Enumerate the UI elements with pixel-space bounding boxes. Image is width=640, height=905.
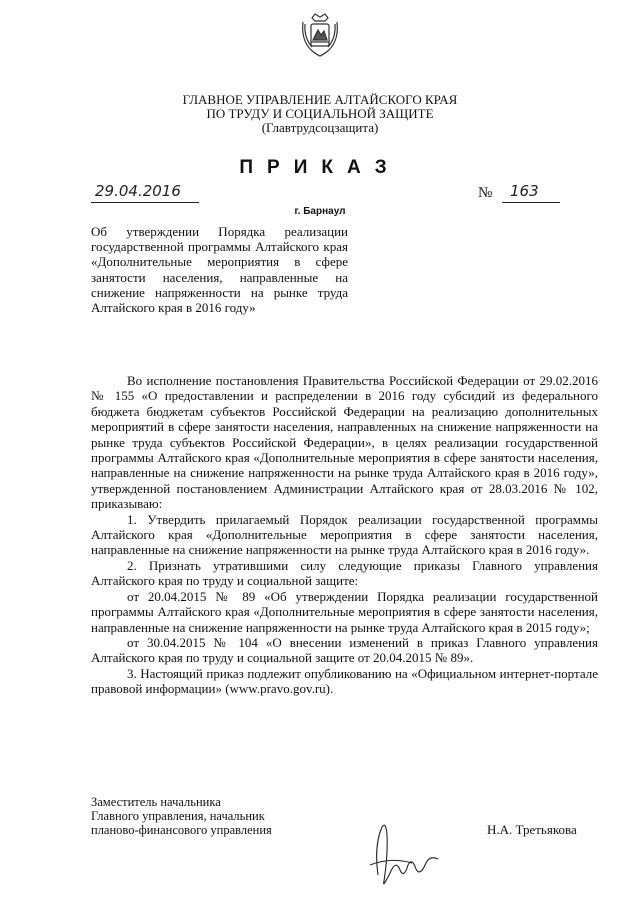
position-line-2: Главного управления, начальник <box>91 809 265 823</box>
number-field <box>502 182 560 203</box>
body-paragraph: 1. Утвердить прилагаемый Порядок реализации государственной программы Алтайского края «Дополнительные мероприятия в сфере занятости населения, направленные на снижение напряженности на рынке труда Алтайского края в 2016 году». <box>91 511 598 558</box>
header-line-2: ПО ТРУДУ И СОЦИАЛЬНОЙ ЗАЩИТЕ <box>206 106 434 121</box>
document-subject: Об утверждении Порядка реализации государственной программы Алтайского края «Дополнительные мероприятия в сфере занятости населения, направленные на снижение напряженности на рынке труда Алтайского края в 2016 году» <box>91 224 348 316</box>
date-value: 29.04.2016 <box>95 182 181 200</box>
date-field <box>91 182 199 203</box>
signatory-name: Н.А. Третьякова <box>487 822 577 837</box>
body-paragraph: 3. Настоящий приказ подлежит опубликованию на «Официальном интернет-портале правовой информации» (www.pravo.gov.ru). <box>91 665 598 697</box>
position-line-3: планово-финансового управления <box>91 823 272 837</box>
number-value: 163 <box>510 182 539 200</box>
header-line-3: (Главтрудсоцзащита) <box>261 120 379 135</box>
document-body <box>91 373 598 697</box>
header-line-1: ГЛАВНОЕ УПРАВЛЕНИЕ АЛТАЙСКОГО КРАЯ <box>182 92 458 107</box>
coat-of-arms-icon <box>297 12 343 58</box>
document-title: ПРИКАЗ <box>239 157 401 178</box>
number-label: № <box>478 185 493 201</box>
body-paragraph: Во исполнение постановления Правительства Российской Федерации от 29.02.2016 № 155 «О предоставлении и распределении в 2016 году субсидий из федерального бюджета бюджетам субъектов Российской Федерации на реализацию дополнительных мероприятий в сфере занятости населения, направленных на снижение напряженности на рынке труда субъектов Российской Федерации», в целях реализации государственной программы Алтайского края «Дополнительные мероприятия в сфере занятости населения, направленные на снижение напряженности на рынке труда Алтайского края в 2016 году», утвержденной постановлением Администрации Алтайского края от 28.03.2016 № 102, приказываю: <box>91 373 598 512</box>
city: г. Барнаул <box>294 206 346 217</box>
body-paragraph: от 30.04.2015 № 104 «О внесении изменений в приказ Главного управления Алтайского края по труду и социальной защите от 20.04.2015 № 89». <box>91 634 598 666</box>
body-paragraph: от 20.04.2015 № 89 «Об утверждении Порядка реализации государственной программы Алтайского края «Дополнительные мероприятия в сфере занятости населения, направленные на снижение напряженности на рынке труда Алтайского края в 2015 году»; <box>91 588 598 635</box>
body-paragraph: 2. Признать утратившими силу следующие приказы Главного управления Алтайского края по труду и социальной защите: <box>91 557 598 589</box>
position-line-1: Заместитель начальника <box>91 795 221 809</box>
handwritten-signature <box>360 815 460 895</box>
signature-position <box>91 795 272 837</box>
